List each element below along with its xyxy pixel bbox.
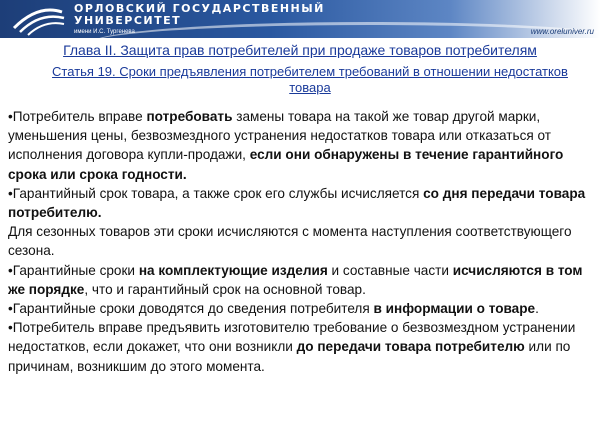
university-header-banner (0, 0, 600, 38)
paragraph-text: Для сезонных товаров эти сроки исчисляются с момента наступления соответствующего сезона. (8, 224, 572, 259)
paragraph-text: и составные части (327, 262, 453, 278)
paragraph-5 (8, 299, 596, 318)
paragraph-text: . (535, 301, 539, 317)
paragraph-bold: если они обнаружены в течение гарантийного срока или срока годности. (8, 147, 564, 182)
paragraph-text: замены товара на такой же товар другой марки, уменьшения цены, безвозмездного устранения недостатков товара или отказаться от исполнения договора купли-продажи, (8, 109, 552, 163)
paragraph-bold: до передачи товара потребителю (296, 339, 525, 355)
university-name-line1: ОРЛОВСКИЙ ГОСУДАРСТВЕННЫЙ (74, 2, 325, 15)
paragraph-bold: в информации о товаре (373, 301, 536, 317)
paragraph-text: или по причинам, возникшим до этого момента. (8, 339, 571, 374)
university-name (74, 3, 325, 27)
paragraph-2 (8, 184, 596, 222)
paragraph-text: •Потребитель вправе предъявить изготовителю требование о безвозмездном устранении недостатков, если докажет, что они возникли (8, 320, 576, 355)
paragraph-text: , что и гарантийный срок на основной товар. (84, 281, 366, 297)
article-title (40, 64, 580, 96)
paragraph-bold: исчисляются в том же порядке (8, 262, 583, 297)
university-name-line2: УНИВЕРСИТЕТ (74, 14, 182, 27)
paragraph-1 (8, 107, 596, 184)
paragraph-text: •Гарантийные сроки доводятся до сведения потребителя (8, 301, 374, 317)
university-logo-icon (10, 2, 66, 36)
paragraph-text: •Гарантийный срок товара, а также срок его службы исчисляется (8, 185, 424, 201)
paragraph-4 (8, 261, 596, 299)
article-title-line1: Статья 19. Сроки предъявления потребителем требований в отношении недостатков (52, 64, 568, 79)
university-website: www.oreluniver.ru (530, 27, 594, 36)
paragraph-bold: потребовать (146, 109, 233, 124)
article-body (8, 107, 596, 376)
paragraph-bold: на комплектующие изделия (138, 262, 328, 278)
university-subtitle: имени И.С. Тургенева (74, 29, 135, 35)
article-title-line2: товара (289, 80, 331, 95)
paragraph-6 (8, 318, 596, 376)
paragraph-bold: со дня передачи товара потребителю. (8, 185, 586, 221)
paragraph-text: •Гарантийные сроки (8, 262, 139, 278)
chapter-title: Глава II. Защита прав потребителей при продаже товаров потребителям (63, 42, 537, 58)
paragraph-3 (8, 222, 596, 260)
paragraph-text: •Потребитель вправе (8, 109, 147, 124)
